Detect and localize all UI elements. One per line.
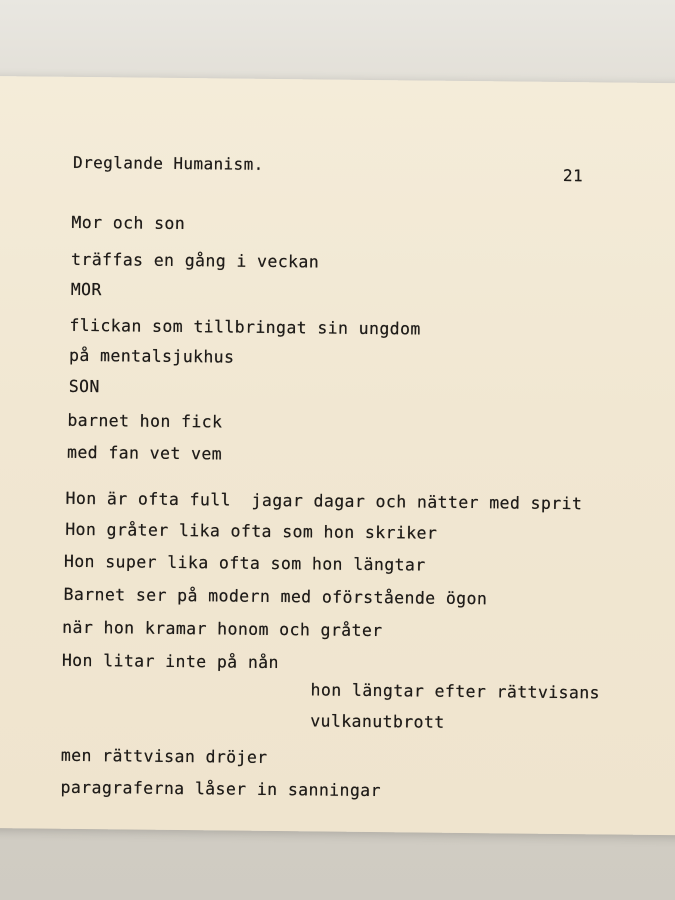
typewritten-page [0,76,675,835]
poem-line: när hon kramar honom och gråter [62,617,383,641]
poem-line: Hon super lika ofta som hon längtar [63,551,426,575]
poem-line: Hon gråter lika ofta som hon skriker [65,519,438,543]
poem-line-indented: hon längtar efter rättvisans [310,680,601,703]
poem-line: träffas en gång i veckan [70,249,320,272]
poem-line: men rättvisan dröjer [60,745,268,767]
page-title: Dreglande Humanism. [73,152,264,174]
page-number: 21 [562,165,584,186]
poem-line: Hon litar inte på nån [61,650,279,673]
poem-line-indented: vulkanutbrott [310,711,445,732]
poem-line: Barnet ser på modern med oförstående ögon [63,584,488,609]
poem-line: Hon är ofta full jagar dagar och nätter med sprit [65,488,583,514]
poem-line: SON [68,376,100,397]
poem-line: barnet hon fick [67,410,223,432]
poem-line: paragraferna låser in sanningar [60,777,381,801]
poem-line: på mentalsjukhus [68,345,235,367]
poem-line: med fan vet vem [66,442,223,464]
poem-line: MOR [70,279,102,300]
poem-line: flickan som tillbringat sin ungdom [69,315,421,339]
poem-line: Mor och son [71,212,186,234]
